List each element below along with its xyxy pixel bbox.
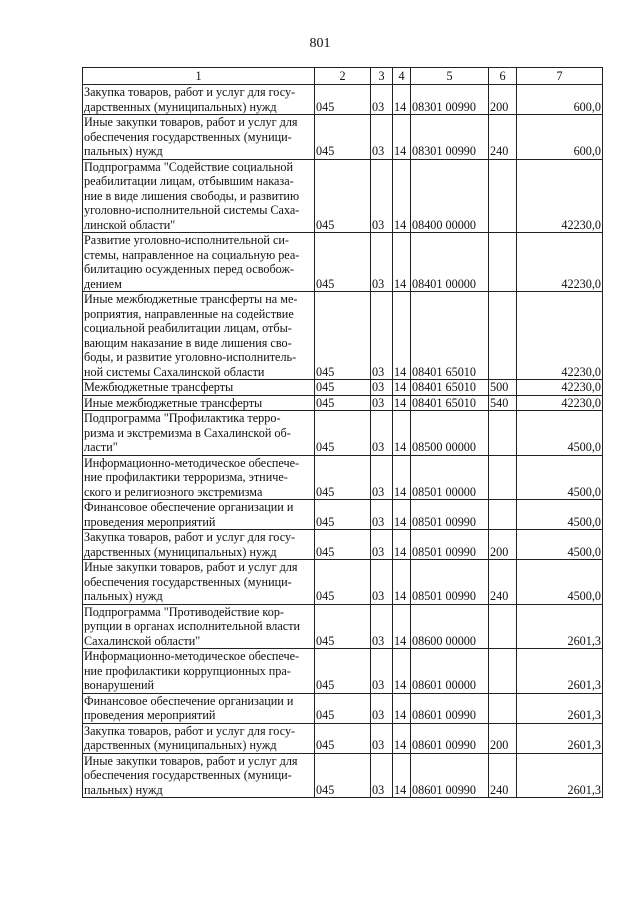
cell-amount: 42230,0 <box>517 159 603 233</box>
cell-ministry-code: 045 <box>315 115 371 160</box>
cell-amount: 4500,0 <box>517 530 603 560</box>
cell-ministry-code: 045 <box>315 560 371 605</box>
cell-ministry-code: 045 <box>315 530 371 560</box>
row-name: Подпрограмма "Содействие социальной реабилитации лицам, отбывшим наказа- ние в виде лишения свободы, и развитию уголовно-исполнительной системы Саха- линской области" <box>83 159 315 233</box>
cell-subsection: 14 <box>393 395 411 411</box>
table-row <box>83 395 603 411</box>
row-name: Финансовое обеспечение организации и проведения мероприятий <box>83 693 315 723</box>
cell-amount: 2601,3 <box>517 753 603 798</box>
table-row <box>83 292 603 380</box>
cell-expense-type: 240 <box>489 115 517 160</box>
cell-section: 03 <box>371 604 393 649</box>
cell-ministry-code: 045 <box>315 693 371 723</box>
cell-subsection: 14 <box>393 411 411 456</box>
row-name: Иные закупки товаров, работ и услуг для обеспечения государственных (муници- пальных) нужд <box>83 753 315 798</box>
header-cell: 4 <box>393 68 411 85</box>
cell-ministry-code: 045 <box>315 604 371 649</box>
cell-expense-type <box>489 649 517 694</box>
cell-amount: 4500,0 <box>517 411 603 456</box>
cell-expense-type <box>489 455 517 500</box>
cell-target-article: 08601 00990 <box>411 693 489 723</box>
cell-expense-type: 240 <box>489 753 517 798</box>
cell-subsection: 14 <box>393 693 411 723</box>
cell-subsection: 14 <box>393 292 411 380</box>
cell-amount: 2601,3 <box>517 649 603 694</box>
row-name: Иные межбюджетные трансферты на ме- роприятия, направленные на содействие социальной реабилитации лицам, отбы- вающим наказание в виде лишения сво- боды, и развитие уголовно-исполнитель- ной системы Сахалинской области <box>83 292 315 380</box>
cell-expense-type <box>489 411 517 456</box>
cell-ministry-code: 045 <box>315 411 371 456</box>
header-cell: 5 <box>411 68 489 85</box>
table-row <box>83 649 603 694</box>
row-name: Подпрограмма "Противодействие кор- рупции в органах исполнительной власти Сахалинской области" <box>83 604 315 649</box>
header-cell: 7 <box>517 68 603 85</box>
cell-amount: 42230,0 <box>517 395 603 411</box>
cell-amount: 4500,0 <box>517 455 603 500</box>
cell-subsection: 14 <box>393 723 411 753</box>
table-row <box>83 411 603 456</box>
cell-section: 03 <box>371 649 393 694</box>
cell-target-article: 08501 00990 <box>411 500 489 530</box>
table-row <box>83 604 603 649</box>
cell-expense-type <box>489 159 517 233</box>
budget-table <box>82 67 603 798</box>
header-cell: 6 <box>489 68 517 85</box>
cell-target-article: 08601 00990 <box>411 753 489 798</box>
cell-section: 03 <box>371 85 393 115</box>
table-row <box>83 380 603 396</box>
table-row <box>83 159 603 233</box>
cell-target-article: 08400 00000 <box>411 159 489 233</box>
cell-section: 03 <box>371 455 393 500</box>
cell-target-article: 08401 65010 <box>411 292 489 380</box>
cell-ministry-code: 045 <box>315 395 371 411</box>
row-name: Закупка товаров, работ и услуг для госу- дарственных (муниципальных) нужд <box>83 85 315 115</box>
row-name: Информационно-методическое обеспече- ние профилактики коррупционных пра- вонарушений <box>83 649 315 694</box>
cell-subsection: 14 <box>393 85 411 115</box>
cell-amount: 4500,0 <box>517 560 603 605</box>
row-name: Развитие уголовно-исполнительной си- стемы, направленное на социальную реа- билитацию осужденных перед освобож- дением <box>83 233 315 292</box>
cell-expense-type <box>489 292 517 380</box>
table-row <box>83 560 603 605</box>
cell-target-article: 08501 00990 <box>411 530 489 560</box>
cell-expense-type <box>489 233 517 292</box>
cell-target-article: 08301 00990 <box>411 85 489 115</box>
cell-subsection: 14 <box>393 115 411 160</box>
cell-ministry-code: 045 <box>315 233 371 292</box>
table-row <box>83 500 603 530</box>
cell-ministry-code: 045 <box>315 723 371 753</box>
cell-amount: 2601,3 <box>517 693 603 723</box>
table-row <box>83 530 603 560</box>
cell-amount: 42230,0 <box>517 233 603 292</box>
table-row <box>83 753 603 798</box>
cell-section: 03 <box>371 530 393 560</box>
row-name: Иные закупки товаров, работ и услуг для обеспечения государственных (муници- пальных) нужд <box>83 560 315 605</box>
header-cell: 3 <box>371 68 393 85</box>
cell-expense-type: 200 <box>489 85 517 115</box>
header-cell: 2 <box>315 68 371 85</box>
cell-expense-type: 540 <box>489 395 517 411</box>
cell-amount: 2601,3 <box>517 604 603 649</box>
cell-subsection: 14 <box>393 233 411 292</box>
cell-target-article: 08500 00000 <box>411 411 489 456</box>
cell-section: 03 <box>371 395 393 411</box>
cell-subsection: 14 <box>393 530 411 560</box>
cell-expense-type <box>489 604 517 649</box>
cell-ministry-code: 045 <box>315 380 371 396</box>
cell-section: 03 <box>371 159 393 233</box>
row-name: Межбюджетные трансферты <box>83 380 315 396</box>
table-header-row <box>83 68 603 85</box>
row-name: Подпрограмма "Профилактика терро- ризма и экстремизма в Сахалинской об- ласти" <box>83 411 315 456</box>
cell-target-article: 08401 65010 <box>411 395 489 411</box>
cell-subsection: 14 <box>393 649 411 694</box>
cell-subsection: 14 <box>393 380 411 396</box>
row-name: Иные межбюджетные трансферты <box>83 395 315 411</box>
cell-section: 03 <box>371 411 393 456</box>
cell-section: 03 <box>371 693 393 723</box>
cell-amount: 42230,0 <box>517 380 603 396</box>
row-name: Финансовое обеспечение организации и проведения мероприятий <box>83 500 315 530</box>
cell-expense-type: 500 <box>489 380 517 396</box>
cell-ministry-code: 045 <box>315 292 371 380</box>
table-row <box>83 85 603 115</box>
cell-expense-type <box>489 693 517 723</box>
cell-target-article: 08301 00990 <box>411 115 489 160</box>
table-row <box>83 723 603 753</box>
cell-target-article: 08501 00990 <box>411 560 489 605</box>
row-name: Закупка товаров, работ и услуг для госу- дарственных (муниципальных) нужд <box>83 723 315 753</box>
cell-ministry-code: 045 <box>315 753 371 798</box>
table-row <box>83 693 603 723</box>
cell-expense-type: 200 <box>489 723 517 753</box>
row-name: Информационно-методическое обеспече- ние профилактики терроризма, этниче- ского и религиозного экстремизма <box>83 455 315 500</box>
cell-section: 03 <box>371 500 393 530</box>
table-row <box>83 455 603 500</box>
cell-section: 03 <box>371 560 393 605</box>
cell-subsection: 14 <box>393 455 411 500</box>
cell-target-article: 08601 00990 <box>411 723 489 753</box>
cell-section: 03 <box>371 292 393 380</box>
cell-amount: 4500,0 <box>517 500 603 530</box>
cell-section: 03 <box>371 380 393 396</box>
cell-target-article: 08401 65010 <box>411 380 489 396</box>
cell-expense-type: 240 <box>489 560 517 605</box>
cell-subsection: 14 <box>393 604 411 649</box>
cell-section: 03 <box>371 723 393 753</box>
row-name: Иные закупки товаров, работ и услуг для обеспечения государственных (муници- пальных) нужд <box>83 115 315 160</box>
cell-target-article: 08600 00000 <box>411 604 489 649</box>
cell-section: 03 <box>371 115 393 160</box>
cell-amount: 42230,0 <box>517 292 603 380</box>
cell-ministry-code: 045 <box>315 455 371 500</box>
cell-ministry-code: 045 <box>315 159 371 233</box>
page-number: 801 <box>309 36 331 51</box>
cell-section: 03 <box>371 233 393 292</box>
row-name: Закупка товаров, работ и услуг для госу- дарственных (муниципальных) нужд <box>83 530 315 560</box>
cell-amount: 600,0 <box>517 115 603 160</box>
header-cell: 1 <box>83 68 315 85</box>
cell-expense-type <box>489 500 517 530</box>
cell-subsection: 14 <box>393 500 411 530</box>
cell-amount: 600,0 <box>517 85 603 115</box>
cell-ministry-code: 045 <box>315 85 371 115</box>
cell-ministry-code: 045 <box>315 500 371 530</box>
cell-subsection: 14 <box>393 159 411 233</box>
cell-target-article: 08501 00000 <box>411 455 489 500</box>
cell-expense-type: 200 <box>489 530 517 560</box>
cell-ministry-code: 045 <box>315 649 371 694</box>
cell-subsection: 14 <box>393 753 411 798</box>
table-row <box>83 233 603 292</box>
cell-section: 03 <box>371 753 393 798</box>
cell-subsection: 14 <box>393 560 411 605</box>
cell-amount: 2601,3 <box>517 723 603 753</box>
cell-target-article: 08401 00000 <box>411 233 489 292</box>
cell-target-article: 08601 00000 <box>411 649 489 694</box>
table-row <box>83 115 603 160</box>
